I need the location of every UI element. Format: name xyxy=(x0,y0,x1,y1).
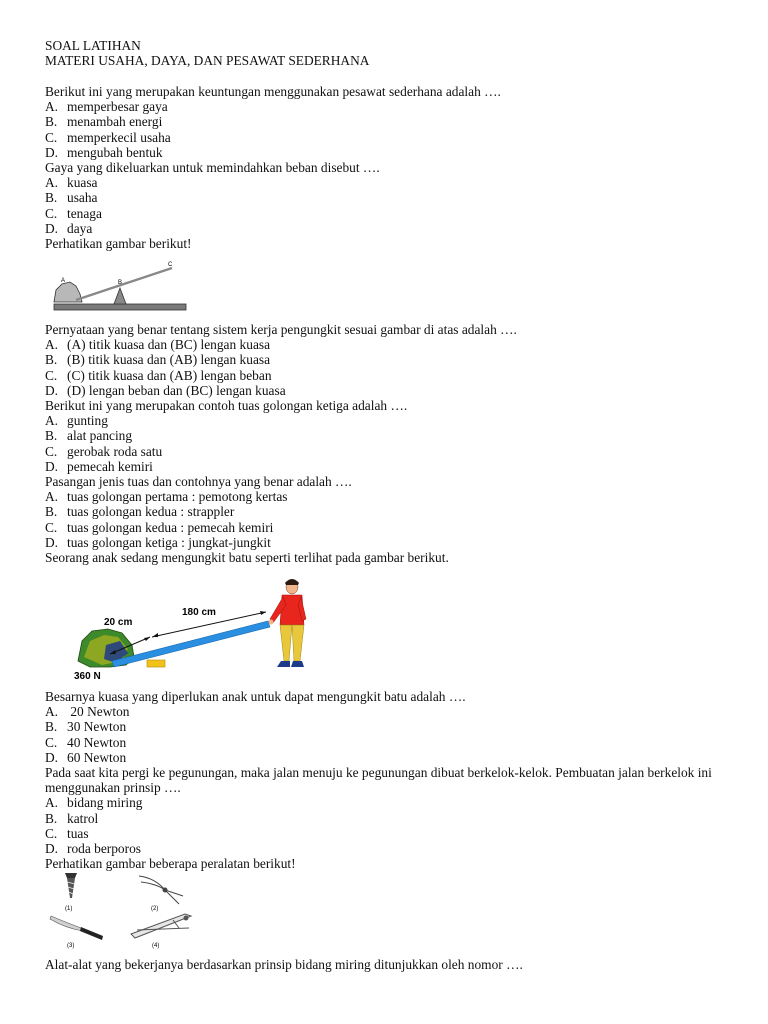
question-2-option-d: D. daya xyxy=(45,220,93,236)
tool-label-3: (3) xyxy=(67,943,75,949)
header-title: MATERI USAHA, DAYA, DAN PESAWAT SEDERHANA xyxy=(45,53,370,69)
question-8-intro: Perhatikan gambar beberapa peralatan berikut! xyxy=(45,856,296,871)
child-lever-figure xyxy=(70,575,315,685)
question-6-option-c: C. 40 Newton xyxy=(45,734,127,750)
question-1-option-d: D. mengubah bentuk xyxy=(45,144,163,160)
worksheet-header xyxy=(45,38,757,68)
screw-icon xyxy=(65,873,77,898)
question-3 xyxy=(45,322,757,398)
question-8 xyxy=(45,957,757,972)
label-20cm: 20 cm xyxy=(104,617,133,628)
question-4-text: Berikut ini yang merupakan contoh tuas golongan ketiga adalah …. xyxy=(45,398,408,413)
question-5-option-b: B. tuas golongan kedua : strappler xyxy=(45,504,235,520)
knife-icon xyxy=(50,916,103,940)
question-7-option-a: A. bidang miring xyxy=(45,795,143,811)
header-line-1: SOAL LATIHAN xyxy=(45,38,141,53)
question-3-intro: Perhatikan gambar berikut! xyxy=(45,236,192,251)
label-180cm: 180 cm xyxy=(182,607,216,618)
child-figure xyxy=(269,579,307,667)
question-6-option-d: D. 60 Newton xyxy=(45,749,127,765)
question-3-option-b: B. (B) titik kuasa dan (AB) lengan kuasa xyxy=(45,352,271,368)
question-6-intro: Seorang anak sedang mengungkit batu seperti terlihat pada gambar berikut. xyxy=(45,550,449,565)
pliers-icon xyxy=(139,876,183,904)
tools-figure xyxy=(45,870,205,950)
fulcrum-block xyxy=(147,660,165,667)
question-3-text: Pernyataan yang benar tentang sistem kerja pengungkit sesuai gambar di atas adalah …. xyxy=(45,322,517,337)
question-1-option-a: A. memperbesar gaya xyxy=(45,99,168,115)
nutcracker-icon xyxy=(131,914,191,938)
question-5-option-d: D. tuas golongan ketiga : jungkat-jungkit xyxy=(45,534,271,550)
tool-label-4: (4) xyxy=(152,943,160,949)
question-6-option-a: A. 20 Newton xyxy=(45,704,130,720)
question-2-option-a: A. kuasa xyxy=(45,175,98,191)
question-2 xyxy=(45,160,757,236)
lever-bar xyxy=(76,268,172,300)
question-4-option-b: B. alat pancing xyxy=(45,428,133,444)
question-2-text: Gaya yang dikeluarkan untuk memindahkan beban disebut …. xyxy=(45,160,380,175)
question-4 xyxy=(45,398,757,474)
fulcrum-triangle xyxy=(114,288,126,304)
question-7-option-d: D. roda berporos xyxy=(45,841,141,857)
question-2-option-c: C. tenaga xyxy=(45,205,102,221)
question-8-text: Alat-alat yang bekerjanya berdasarkan prinsip bidang miring ditunjukkan oleh nomor …. xyxy=(45,957,523,972)
question-1-option-b: B. menambah energi xyxy=(45,114,163,130)
question-6-text: Besarnya kuasa yang diperlukan anak untuk dapat mengungkit batu adalah …. xyxy=(45,689,466,704)
question-5-option-a: A. tuas golongan pertama : pemotong kertas xyxy=(45,489,288,505)
question-7-text: Pada saat kita pergi ke pegunungan, maka jalan menuju ke pegunungan dibuat berkelok-kelok. Pembuatan jalan berkelok ini menggunakan prinsip …. xyxy=(45,765,712,796)
lever-figure xyxy=(48,256,190,314)
question-1-option-c: C. memperkecil usaha xyxy=(45,129,171,145)
question-1 xyxy=(45,84,757,160)
question-6-option-b: B. 30 Newton xyxy=(45,719,127,735)
question-2-option-b: B. usaha xyxy=(45,190,98,206)
label-b: B xyxy=(118,280,123,286)
question-4-option-c: C. gerobak roda satu xyxy=(45,443,163,459)
question-3-option-d: D. (D) lengan beban dan (BC) lengan kuasa xyxy=(45,382,286,398)
question-3-option-c: C. (C) titik kuasa dan (AB) lengan beban xyxy=(45,367,272,383)
question-5 xyxy=(45,474,757,550)
question-4-option-d: D. pemecah kemiri xyxy=(45,458,153,474)
lever-ground xyxy=(54,304,186,310)
tool-label-2: (2) xyxy=(151,906,159,912)
question-5-option-c: C. tuas golongan kedua : pemecah kemiri xyxy=(45,519,274,535)
label-a: A xyxy=(61,278,66,284)
question-1-text: Berikut ini yang merupakan keuntungan menggunakan pesawat sederhana adalah …. xyxy=(45,84,501,99)
question-7-option-c: C. tuas xyxy=(45,825,89,841)
lever-bar xyxy=(112,621,270,667)
question-3-option-a: A. (A) titik kuasa dan (BC) lengan kuasa xyxy=(45,337,271,353)
question-7 xyxy=(45,765,757,856)
label-c: C xyxy=(168,262,173,268)
question-4-option-a: A. gunting xyxy=(45,413,108,429)
question-5-text: Pasangan jenis tuas dan contohnya yang benar adalah …. xyxy=(45,474,352,489)
question-6 xyxy=(45,689,757,765)
tool-label-1: (1) xyxy=(65,906,73,912)
label-360n: 360 N xyxy=(74,671,101,682)
question-7-option-b: B. katrol xyxy=(45,810,99,826)
